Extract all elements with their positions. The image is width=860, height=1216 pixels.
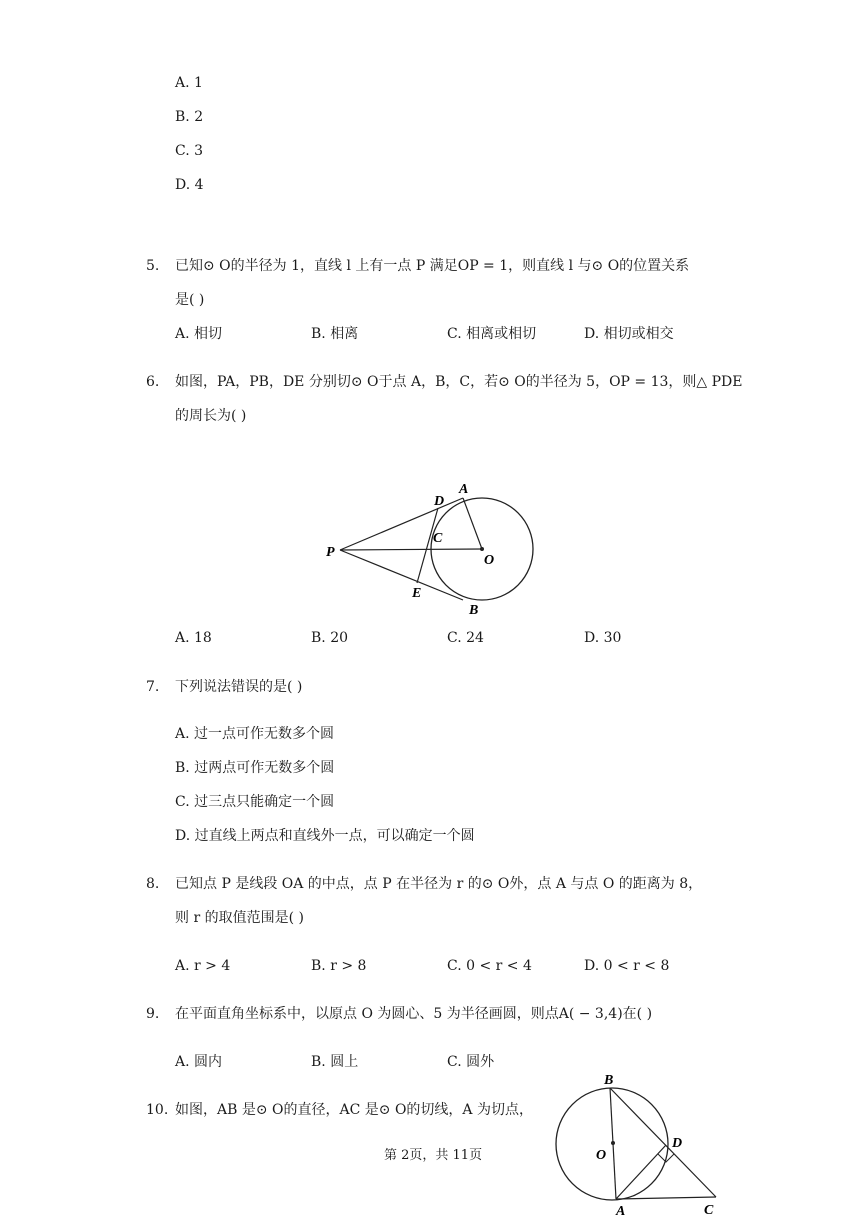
label-o: O [484,553,495,568]
question-number: 5. [146,258,160,274]
option-a: A. 1 [175,75,203,91]
option-a: A. 圆内 [175,1054,223,1070]
option-b: B. r > 8 [311,958,367,974]
question-text-cont: 则 r 的取值范围是( ) [175,910,304,926]
tangent-pa [340,498,463,550]
option-d: D. 0 < r < 8 [584,958,670,974]
label-c: C [433,531,443,546]
question-number: 9. [146,1006,160,1022]
label-c: C [704,1203,714,1216]
option-d: D. 4 [175,177,204,193]
label-b: B [604,1073,614,1088]
question-text: 如图，PA，PB，DE 分别切⊙ O于点 A，B，C，若⊙ O的半径为 5，OP = 13，则△ PDE [175,374,743,390]
option-d: D. 过直线上两点和直线外一点，可以确定一个圆 [175,828,475,844]
segment-po [340,549,482,550]
option-b: B. 过两点可作无数多个圆 [175,760,335,776]
option-c: C. 24 [447,630,484,646]
option-a: A. 18 [175,630,212,646]
option-d: D. 相切或相交 [584,326,674,342]
question-text-cont: 的周长为( ) [175,408,247,424]
question-number: 7. [146,679,160,695]
option-c: C. 3 [175,143,204,159]
label-a: A [616,1204,626,1216]
question-number: 6. [146,374,160,390]
question-text: 已知⊙ O的半径为 1，直线 l 上有一点 P 满足OP = 1，则直线 l 与⊙ O的位置关系 [175,258,690,274]
option-a: A. 过一点可作无数多个圆 [175,726,335,742]
radius-oa [463,498,482,549]
tangent-pb [340,550,463,600]
label-d: D [434,494,445,509]
question-number: 10. [146,1102,169,1118]
label-e: E [412,586,422,601]
tangent-diameter-figure [548,1070,728,1216]
question-text: 下列说法错误的是( ) [175,679,303,695]
question-number: 8. [146,876,160,892]
question-text: 在平面直角坐标系中，以原点 O 为圆心、5 为半径画圆，则点A( − 3,4)在( ) [175,1006,653,1022]
option-c: C. 过三点只能确定一个圆 [175,794,335,810]
option-b: B. 圆上 [311,1054,359,1070]
option-b: B. 20 [311,630,349,646]
center-dot [611,1141,615,1145]
option-c: C. 相离或相切 [447,326,537,342]
page-footer: 第 2页，共 11页 [384,1148,483,1163]
label-p: P [326,545,335,560]
center-dot [480,547,484,551]
label-b: B [469,603,479,618]
question-text: 如图，AB 是⊙ O的直径，AC 是⊙ O的切线，A 为切点， [175,1102,533,1118]
option-a: A. 相切 [175,326,223,342]
segment-bc [610,1088,716,1197]
option-a: A. r > 4 [175,958,231,974]
label-d: D [672,1136,683,1151]
option-b: B. 相离 [311,326,359,342]
label-a: A [459,482,469,497]
option-c: C. 圆外 [447,1054,495,1070]
option-d: D. 30 [584,630,622,646]
tangent-circle-figure [320,478,540,618]
label-o: O [596,1148,607,1163]
option-c: C. 0 < r < 4 [447,958,532,974]
question-text: 已知点 P 是线段 OA 的中点，点 P 在半径为 r 的⊙ O外，点 A 与点 O 的距离为 8， [175,876,703,892]
segment-ad [616,1145,666,1199]
option-b: B. 2 [175,109,204,125]
question-text-cont: 是( ) [175,292,205,308]
